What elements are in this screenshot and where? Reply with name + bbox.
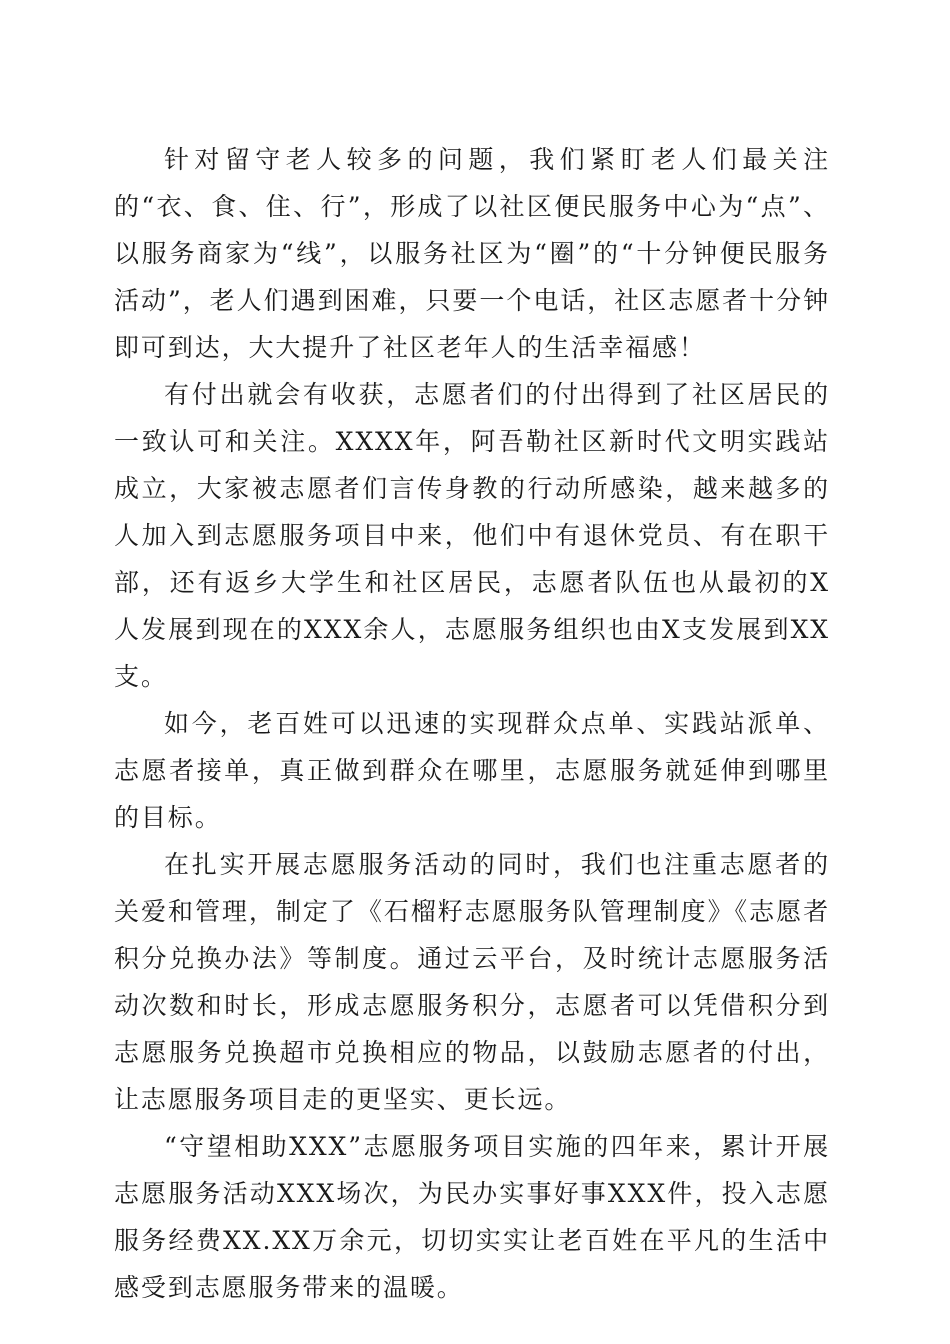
document-body xyxy=(114,136,830,1311)
paragraph-elderly-service: 针对留守老人较多的问题，我们紧盯老人们最关注的“衣、食、住、行”，形成了以社区便民服务中心为“点”、以服务商家为“线”，以服务社区为“圈”的“十分钟便民服务活动”，老人们遇到困难，只要一个电话，社区志愿者十分钟即可到达，大大提升了社区老年人的生活幸福感！ xyxy=(114,145,830,362)
paragraph-volunteer-management: 在扎实开展志愿服务活动的同时，我们也注重志愿者的关爱和管理，制定了《石榴籽志愿服务队管理制度》《志愿者积分兑换办法》等制度。通过云平台，及时统计志愿服务活动次数和时长，形成志愿服务积分，志愿者可以凭借积分到志愿服务兑换超市兑换相应的物品，以鼓励志愿者的付出，让志愿服务项目走的更坚实、更长远。 xyxy=(114,850,830,1114)
paragraph-volunteer-growth: 有付出就会有收获，志愿者们的付出得到了社区居民的一致认可和关注。XXXX年，阿吾勒社区新时代文明实践站成立，大家被志愿者们言传身教的行动所感染，越来越多的人加入到志愿服务项目中来，他们中有退休党员、有在职干部，还有返乡大学生和社区居民，志愿者队伍也从最初的X人发展到现在的XXX余人，志愿服务组织也由X支发展到XX支。 xyxy=(114,380,830,691)
paragraph-order-dispatch: 如今，老百姓可以迅速的实现群众点单、实践站派单、志愿者接单，真正做到群众在哪里，志愿服务就延伸到哪里的目标。 xyxy=(114,709,830,832)
paragraph-project-results: “守望相助XXX”志愿服务项目实施的四年来，累计开展志愿服务活动XXX场次，为民办实事好事XXX件，投入志愿服务经费XX.XX万余元，切切实实让老百姓在平凡的生活中感受到志愿服务带来的温暖。 xyxy=(114,1132,830,1302)
